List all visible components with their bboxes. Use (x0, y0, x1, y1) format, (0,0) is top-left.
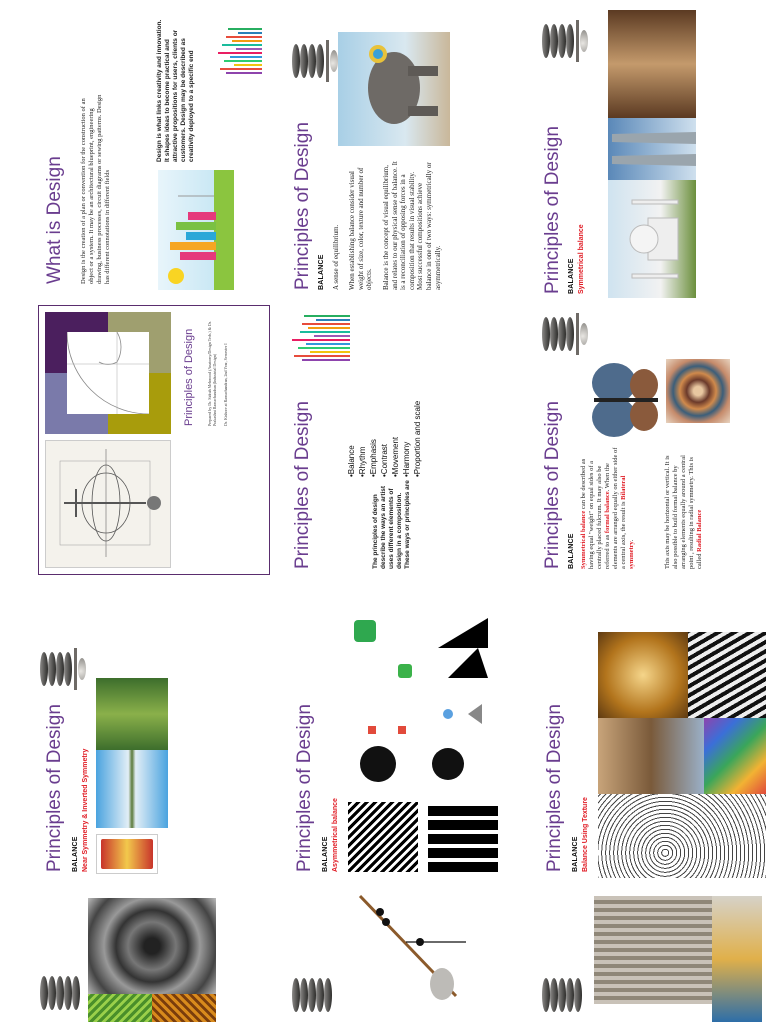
slide-asymmetrical[interactable] (288, 612, 518, 1022)
slide-title-text: What is Design (44, 156, 65, 284)
caption2: Dr. Kishore at Ramachandran, 2nd Year, Semester I (223, 343, 228, 426)
paragraph-2: When establishing balance consider visual weight of size, color, texture and number of objects. (348, 167, 374, 290)
slide-principles-list[interactable] (288, 305, 518, 573)
red-subtitle: Symmetrical balance (578, 224, 585, 294)
symmetry-paragraph (580, 445, 636, 569)
color-bars-logo (216, 14, 262, 76)
slide-symmetrical-text[interactable] (538, 305, 768, 573)
list-item: •Contrast (380, 443, 389, 477)
slide-title-text: Principles of Design (44, 704, 65, 872)
gold-interior-photo (598, 632, 688, 718)
slide-texture[interactable] (538, 612, 768, 1022)
seesaw-illustration (346, 892, 466, 1002)
pattern-photo (152, 994, 216, 1022)
balance-stones-icon (542, 307, 588, 357)
intro-text: The principles of design describe the ways an artist uses different elements of design in a composition. These ways or principles are (372, 480, 411, 569)
elephant-photo (338, 32, 450, 146)
balance-stones-icon (542, 964, 588, 1018)
bw-graphic (428, 802, 498, 872)
balance-stones-icon (40, 964, 86, 1016)
list-item: •Harmony (402, 441, 411, 477)
red-subtitle: Balance Using Texture (582, 797, 589, 872)
deer-photo (96, 678, 168, 750)
red-subtitle: Near Symmetry & Inverted Symmetry (82, 748, 89, 872)
slide-symmetrical-photos[interactable] (538, 8, 768, 298)
radial-mandala-photo (666, 359, 730, 423)
slide-title[interactable] (38, 305, 270, 575)
slide-what-is-design[interactable] (38, 8, 268, 298)
twin-towers-photo (608, 118, 696, 180)
vitruvian-image (45, 440, 171, 568)
cactus-photo (88, 994, 152, 1022)
text-run: . When the elements are arranged equally on either side of a central axis, the result is (604, 447, 627, 569)
list-item: •Movement (391, 436, 400, 477)
slide-title-text: Principles of Design (542, 126, 563, 294)
subtitle: BALANCE (322, 836, 329, 872)
list-item: •Rhythm (358, 446, 367, 477)
caption: Prepared by Dr. Sidrah Mehmood (Anatomy/Design Tech.) & Dr. Prakashni Ramachandran (Industrial Design) (207, 321, 217, 426)
text-run: This axis may be horizontal or vertical. It is also possible to build formal balance by arranging elements equally around a central point , resulting in radial symmetry. This is called (664, 455, 703, 569)
slide-title-text: Principles of Design (544, 704, 565, 872)
list-item: •Proportion and scale (413, 400, 422, 477)
room-photo (712, 896, 762, 1022)
balance-stones-icon (40, 640, 86, 692)
radial-paragraph (664, 445, 704, 569)
taj-mahal-photo (608, 180, 696, 298)
text-run: . (628, 539, 635, 542)
list-item: •Emphasis (369, 439, 378, 477)
slide-title-text: Principles of Design (294, 704, 315, 872)
stripes-graphic (348, 802, 418, 872)
leaf-texture-photo (598, 794, 766, 878)
red-term: Bilateral symmetry (620, 475, 635, 569)
color-bars-logo (290, 307, 350, 363)
callout-text: Design is what links creativity and innovation. It shapes ideas to become practical and attractive propositions for users, clients or customers. Design may be described as creativity deployed to a specific end (156, 19, 195, 162)
skyscraper-photo (594, 896, 712, 1004)
paragraph-1: A sense of equilibrium. (332, 224, 340, 290)
rock-photo (598, 718, 704, 794)
subtitle: BALANCE (568, 258, 575, 294)
slide-title-text: Principles of Design (292, 122, 313, 290)
red-term: Symmetrical balance (580, 510, 587, 569)
slide-balance-definition[interactable] (288, 8, 518, 298)
slide-title-text: Principles of Design (292, 401, 313, 569)
list-item: •Balance (347, 445, 356, 477)
slide-title-text: Principles of Design (542, 401, 563, 569)
lake-reflection-photo (96, 750, 168, 828)
golden-spiral-image (45, 312, 171, 434)
slide-title-text: Principles of Design (183, 328, 195, 426)
text-run: can be described as having equal "weight" on equal sides of a centrally placed fulcrum. It may also be referred to as (580, 458, 611, 569)
balance-stones-icon (292, 964, 338, 1018)
balance-stones-icon (292, 30, 338, 84)
red-subtitle: Asymmetrical balance (332, 798, 339, 872)
library-interior-photo (608, 10, 696, 118)
subtitle: BALANCE (568, 533, 575, 569)
curve-texture-photo (688, 632, 766, 718)
city-illustration (158, 170, 234, 290)
mosaic-photo (704, 718, 766, 794)
subtitle: BALANCE (72, 836, 79, 872)
balance-stones-icon (542, 14, 588, 64)
body-text: Design is the creation of a plan or convention for the construction of an object or a system. It may be an architectural blueprint, engineering drawing, business processes, circuit diagrams or sewing patterns. Design has different connotations in different fields (80, 94, 111, 284)
circles-graphic (348, 694, 498, 794)
paragraph-3: Balance is the concept of visual equilibrium, and relates to our physical sense of balance. It is a reconciliation of opposing forces in a composition that results in visual stability. Most successful compositions achieve balance in one of two ways: symmetrically or asymmetrically. (382, 161, 442, 290)
red-term: formal balance (604, 491, 611, 534)
red-term: Radial Balance (696, 509, 703, 552)
principles-list (346, 347, 423, 477)
butterfly-photo (588, 359, 662, 441)
playing-card-image (96, 834, 158, 874)
staircase-photo (88, 898, 216, 994)
subtitle: BALANCE (572, 836, 579, 872)
shapes-graphic (348, 616, 498, 688)
slide-near-symmetry[interactable] (38, 612, 268, 1022)
subtitle: BALANCE (318, 254, 325, 290)
